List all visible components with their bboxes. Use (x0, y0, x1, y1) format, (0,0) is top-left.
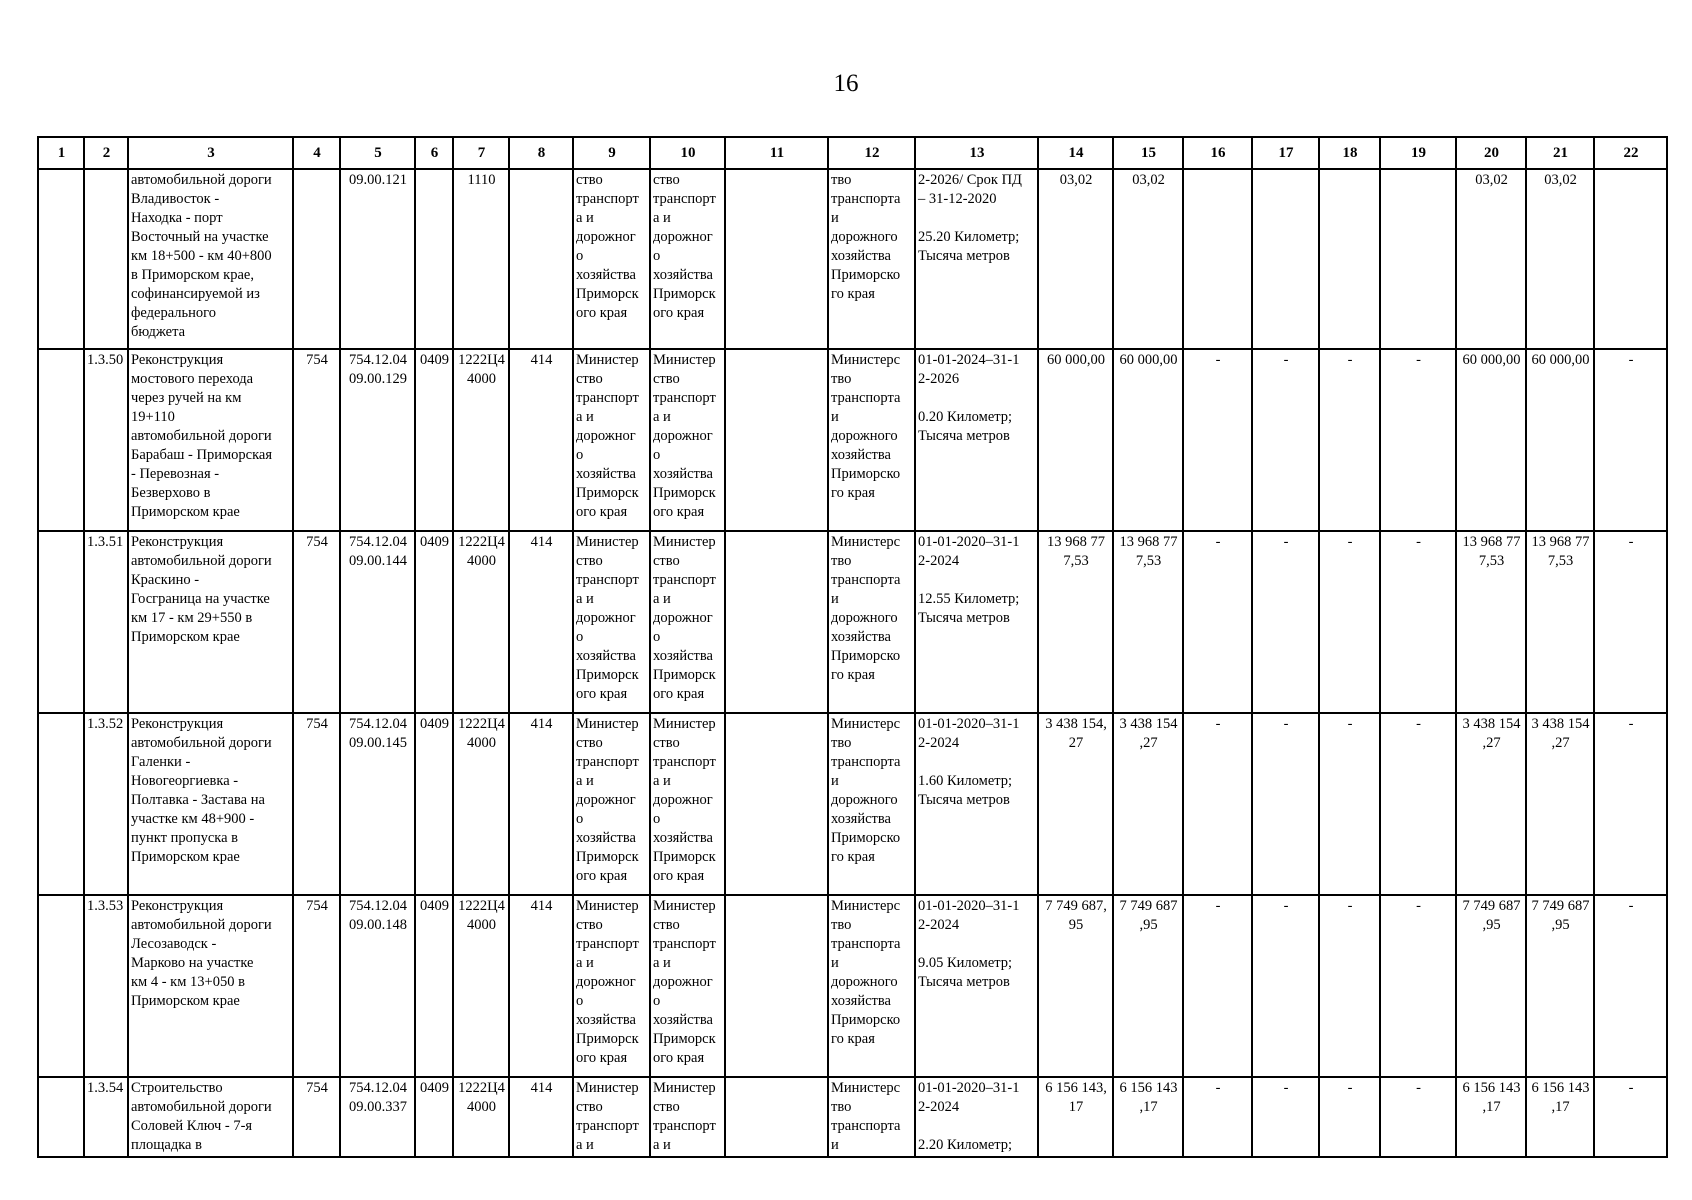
table-cell-col4: 754 (293, 895, 340, 1077)
table-cell-col7: 1222Ц4 4000 (453, 713, 509, 895)
table-cell-col17: - (1252, 713, 1319, 895)
table-cell-col9: Министер ство транспорт а и дорожног о хозяйства Приморск ого края (573, 713, 650, 895)
table-cell-col8: 414 (509, 895, 573, 1077)
table-cell-col19: - (1380, 895, 1456, 1077)
table-cell-col9: Министер ство транспорт а и дорожног о хозяйства Приморск ого края (573, 895, 650, 1077)
table-cell-col15: 7 749 687 ,95 (1113, 895, 1183, 1077)
table-cell-col9: Министер ство транспорт а и (573, 1077, 650, 1157)
table-cell-col9: Министер ство транспорт а и дорожног о хозяйства Приморск ого края (573, 349, 650, 531)
table-cell-col2: 1.3.51 (84, 531, 128, 713)
table-cell-col1 (38, 895, 84, 1077)
table-cell-col20: 6 156 143 ,17 (1456, 1077, 1526, 1157)
table-cell-col12: Министерс тво транспорта и дорожного хозяйства Приморско го края (828, 349, 915, 531)
table-cell-col6 (415, 169, 453, 349)
column-header-14: 14 (1038, 137, 1113, 169)
table-cell-col21: 6 156 143 ,17 (1526, 1077, 1594, 1157)
column-header-1: 1 (38, 137, 84, 169)
table-cell-col21: 7 749 687 ,95 (1526, 895, 1594, 1077)
table-cell-col16: - (1183, 349, 1252, 531)
table-cell-col7: 1222Ц4 4000 (453, 349, 509, 531)
table-cell-col1 (38, 1077, 84, 1157)
table-cell-col11 (725, 349, 828, 531)
table-cell-col2: 1.3.50 (84, 349, 128, 531)
table-cell-col19 (1380, 169, 1456, 349)
table-cell-col12: Министерс тво транспорта и (828, 1077, 915, 1157)
page-number: 16 (833, 70, 859, 97)
column-header-19: 19 (1380, 137, 1456, 169)
table-cell-col6: 0409 (415, 1077, 453, 1157)
table-cell-col19: - (1380, 713, 1456, 895)
table-row (38, 1077, 1667, 1157)
table-cell-col19: - (1380, 349, 1456, 531)
table-cell-col18 (1319, 169, 1380, 349)
table-cell-col7: 1222Ц4 4000 (453, 531, 509, 713)
table-cell-col9: Министер ство транспорт а и дорожног о хозяйства Приморск ого края (573, 531, 650, 713)
table-cell-col1 (38, 349, 84, 531)
table-row (38, 895, 1667, 1077)
table-cell-col17: - (1252, 895, 1319, 1077)
table-cell-col15: 03,02 (1113, 169, 1183, 349)
column-header-20: 20 (1456, 137, 1526, 169)
table-cell-col4 (293, 169, 340, 349)
table-cell-col20: 7 749 687 ,95 (1456, 895, 1526, 1077)
table-cell-col15: 3 438 154 ,27 (1113, 713, 1183, 895)
table-cell-col13: 01-01-2020–31-1 2-2024 2.20 Километр; (915, 1077, 1038, 1157)
column-header-4: 4 (293, 137, 340, 169)
column-header-16: 16 (1183, 137, 1252, 169)
table-cell-col15: 6 156 143 ,17 (1113, 1077, 1183, 1157)
table-cell-col16: - (1183, 531, 1252, 713)
table-cell-col2: 1.3.52 (84, 713, 128, 895)
column-header-21: 21 (1526, 137, 1594, 169)
table-cell-col13: 01-01-2020–31-1 2-2024 9.05 Километр; Тысяча метров (915, 895, 1038, 1077)
column-header-10: 10 (650, 137, 725, 169)
table-cell-col10: Министер ство транспорт а и дорожног о хозяйства Приморск ого края (650, 349, 725, 531)
table-cell-col18: - (1319, 349, 1380, 531)
table-cell-col9: ство транспорт а и дорожног о хозяйства Приморск ого края (573, 169, 650, 349)
table-cell-col14: 03,02 (1038, 169, 1113, 349)
table-cell-col8: 414 (509, 1077, 573, 1157)
table-cell-col5: 754.12.04 09.00.145 (340, 713, 415, 895)
table-row (38, 713, 1667, 895)
table-cell-col1 (38, 531, 84, 713)
table-cell-col5: 754.12.04 09.00.144 (340, 531, 415, 713)
table-cell-col14: 60 000,00 (1038, 349, 1113, 531)
table-cell-col1 (38, 169, 84, 349)
column-header-7: 7 (453, 137, 509, 169)
column-header-6: 6 (415, 137, 453, 169)
column-header-22: 22 (1594, 137, 1667, 169)
table-cell-col16 (1183, 169, 1252, 349)
table-cell-col16: - (1183, 1077, 1252, 1157)
table-row (38, 169, 1667, 349)
table-cell-col15: 60 000,00 (1113, 349, 1183, 531)
column-header-15: 15 (1113, 137, 1183, 169)
table-cell-col20: 13 968 77 7,53 (1456, 531, 1526, 713)
table-cell-col12: Министерс тво транспорта и дорожного хозяйства Приморско го края (828, 895, 915, 1077)
table-cell-col11 (725, 713, 828, 895)
table-cell-col1 (38, 713, 84, 895)
table-row (38, 349, 1667, 531)
table-cell-col20: 60 000,00 (1456, 349, 1526, 531)
table-cell-col8: 414 (509, 531, 573, 713)
table-cell-col12: тво транспорта и дорожного хозяйства Приморско го края (828, 169, 915, 349)
table-cell-col21: 60 000,00 (1526, 349, 1594, 531)
table-cell-col7: 1110 (453, 169, 509, 349)
table-cell-col5: 754.12.04 09.00.129 (340, 349, 415, 531)
table-cell-col8 (509, 169, 573, 349)
table-cell-col7: 1222Ц4 4000 (453, 895, 509, 1077)
table-cell-col18: - (1319, 531, 1380, 713)
table-cell-col3: Реконструкция автомобильной дороги Галенки - Новогеоргиевка - Полтавка - Застава на участке км 48+900 - пункт пропуска в Приморском крае (128, 713, 293, 895)
table-cell-col19: - (1380, 531, 1456, 713)
table-cell-col13: 01-01-2020–31-1 2-2024 12.55 Километр; Тысяча метров (915, 531, 1038, 713)
table-cell-col11 (725, 531, 828, 713)
table-cell-col21: 3 438 154 ,27 (1526, 713, 1594, 895)
table-cell-col10: Министер ство транспорт а и дорожног о хозяйства Приморск ого края (650, 895, 725, 1077)
table-cell-col4: 754 (293, 349, 340, 531)
table-cell-col2 (84, 169, 128, 349)
table-cell-col3: Реконструкция автомобильной дороги Лесозаводск - Марково на участке км 4 - км 13+050 в Приморском крае (128, 895, 293, 1077)
header-row (38, 137, 1667, 169)
table-cell-col22: - (1594, 531, 1667, 713)
table-cell-col16: - (1183, 895, 1252, 1077)
column-header-3: 3 (128, 137, 293, 169)
table-cell-col18: - (1319, 895, 1380, 1077)
table-row (38, 531, 1667, 713)
table-cell-col22: - (1594, 349, 1667, 531)
table-cell-col3: автомобильной дороги Владивосток - Находка - порт Восточный на участке км 18+500 - км 40+800 в Приморском крае, софинансируемой из федерального бюджета (128, 169, 293, 349)
table-cell-col10: Министер ство транспорт а и дорожног о хозяйства Приморск ого края (650, 713, 725, 895)
table-cell-col14: 7 749 687, 95 (1038, 895, 1113, 1077)
column-header-5: 5 (340, 137, 415, 169)
column-header-12: 12 (828, 137, 915, 169)
table-cell-col3: Реконструкция автомобильной дороги Краскино - Госграница на участке км 17 - км 29+550 в Приморском крае (128, 531, 293, 713)
table-cell-col22 (1594, 169, 1667, 349)
table-cell-col21: 13 968 77 7,53 (1526, 531, 1594, 713)
table-cell-col13: 01-01-2020–31-1 2-2024 1.60 Километр; Тысяча метров (915, 713, 1038, 895)
column-header-17: 17 (1252, 137, 1319, 169)
table-cell-col16: - (1183, 713, 1252, 895)
table-cell-col5: 09.00.121 (340, 169, 415, 349)
table-cell-col2: 1.3.53 (84, 895, 128, 1077)
table-cell-col22: - (1594, 1077, 1667, 1157)
table-cell-col11 (725, 895, 828, 1077)
table-cell-col7: 1222Ц4 4000 (453, 1077, 509, 1157)
table-cell-col3: Строительство автомобильной дороги Соловей Ключ - 7-я площадка в (128, 1077, 293, 1157)
table-cell-col17: - (1252, 349, 1319, 531)
table-cell-col20: 03,02 (1456, 169, 1526, 349)
table-cell-col3: Реконструкция мостового перехода через ручей на км 19+110 автомобильной дороги Барабаш - Приморская - Перевозная - Безверхово в Приморском крае (128, 349, 293, 531)
table-cell-col18: - (1319, 713, 1380, 895)
column-header-18: 18 (1319, 137, 1380, 169)
table-cell-col22: - (1594, 895, 1667, 1077)
column-header-9: 9 (573, 137, 650, 169)
table-cell-col12: Министерс тво транспорта и дорожного хозяйства Приморско го края (828, 531, 915, 713)
table-cell-col14: 13 968 77 7,53 (1038, 531, 1113, 713)
table-cell-col19: - (1380, 1077, 1456, 1157)
table-cell-col15: 13 968 77 7,53 (1113, 531, 1183, 713)
table-cell-col13: 01-01-2024–31-1 2-2026 0.20 Километр; Тысяча метров (915, 349, 1038, 531)
table-cell-col4: 754 (293, 531, 340, 713)
budget-table (37, 136, 1668, 1158)
table-cell-col5: 754.12.04 09.00.148 (340, 895, 415, 1077)
table-cell-col11 (725, 1077, 828, 1157)
table-cell-col4: 754 (293, 713, 340, 895)
table-cell-col10: Министер ство транспорт а и (650, 1077, 725, 1157)
table-cell-col5: 754.12.04 09.00.337 (340, 1077, 415, 1157)
table-cell-col21: 03,02 (1526, 169, 1594, 349)
table-cell-col17: - (1252, 1077, 1319, 1157)
table-cell-col11 (725, 169, 828, 349)
column-header-13: 13 (915, 137, 1038, 169)
table-cell-col17: - (1252, 531, 1319, 713)
table-cell-col6: 0409 (415, 349, 453, 531)
table-cell-col6: 0409 (415, 895, 453, 1077)
table-cell-col6: 0409 (415, 531, 453, 713)
table-cell-col4: 754 (293, 1077, 340, 1157)
table-cell-col13: 2-2026/ Срок ПД – 31-12-2020 25.20 Километр; Тысяча метров (915, 169, 1038, 349)
table-cell-col8: 414 (509, 713, 573, 895)
table-cell-col20: 3 438 154 ,27 (1456, 713, 1526, 895)
table-cell-col2: 1.3.54 (84, 1077, 128, 1157)
column-header-2: 2 (84, 137, 128, 169)
table-cell-col12: Министерс тво транспорта и дорожного хозяйства Приморско го края (828, 713, 915, 895)
table-cell-col14: 6 156 143, 17 (1038, 1077, 1113, 1157)
table-cell-col10: Министер ство транспорт а и дорожног о хозяйства Приморск ого края (650, 531, 725, 713)
table-cell-col22: - (1594, 713, 1667, 895)
table-cell-col18: - (1319, 1077, 1380, 1157)
table-cell-col6: 0409 (415, 713, 453, 895)
column-header-8: 8 (509, 137, 573, 169)
table-cell-col14: 3 438 154, 27 (1038, 713, 1113, 895)
table-cell-col17 (1252, 169, 1319, 349)
column-header-11: 11 (725, 137, 828, 169)
table-cell-col10: ство транспорт а и дорожног о хозяйства Приморск ого края (650, 169, 725, 349)
table-cell-col8: 414 (509, 349, 573, 531)
